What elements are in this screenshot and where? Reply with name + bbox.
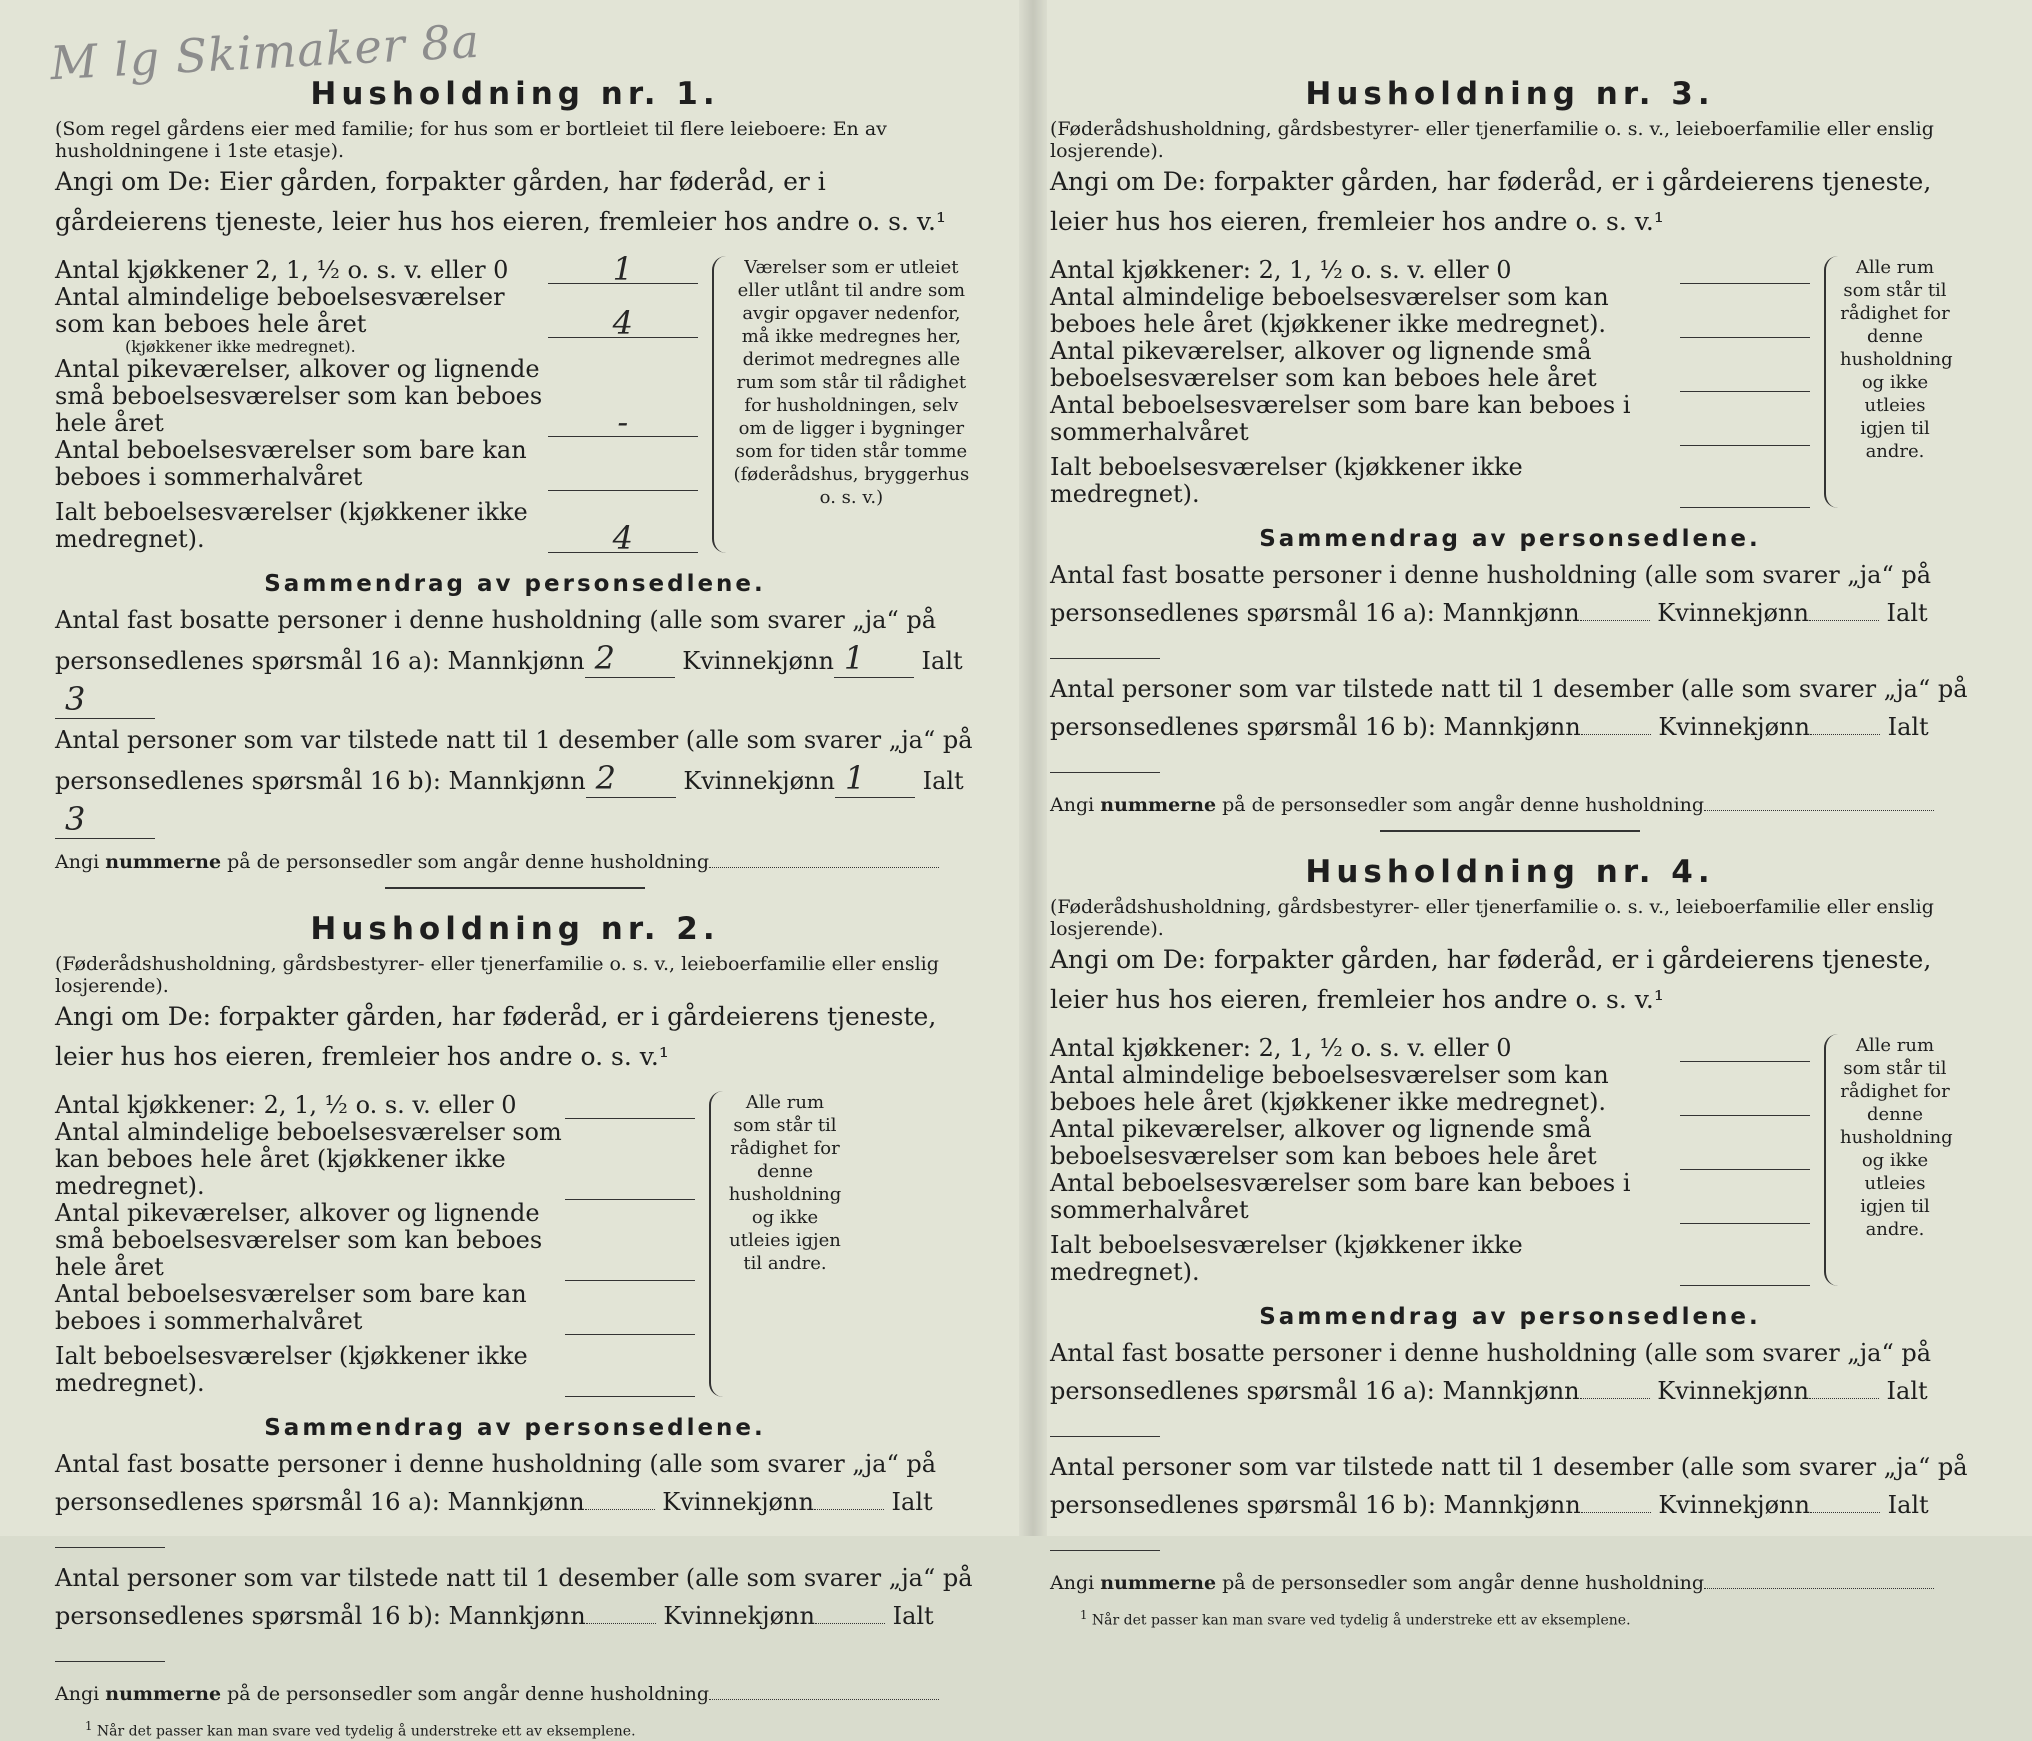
numbers-field[interactable] [709,1699,939,1700]
right-page [1050,0,2010,1629]
summary-16b: Antal personer som var tilstede natt til 1 desember (alle som svarer „ja“ på personsedlenes spørsmål 16 b): Mannkjønn Kvinnekjønn Ialt [55,1559,975,1673]
footnote: $^1$ Når det passer kan man svare ved tydelig å understreke ett av eksemplene. [85,1719,636,1740]
rooms-side-note: Alle rum som står til rådighet for denne husholdning og ikke utleies igjen til andre. [1824,1034,1950,1286]
household-4-angi: Angi om De: forpakter gården, har føderåd, er i gårdeierens tjeneste, leier hus hos eieren, fremleier hos andre o. s. v.¹ [1050,945,1932,1014]
total-rooms-answer[interactable] [565,1369,695,1397]
household-2-rooms: Antal kjøkkener: 2, 1, ½ o. s. v. eller 0 Antal almindelige beboelsesværelser som kan beboes hele året (kjøkkener ikke medregnet). Antal pikeværelser, alkover og lignende små beboelsesværelser som kan beboes hele året Antal beboelsesværelser som bare kan beboes i sommerhalvåret Ialt beboelsesværelser (kjøkkener ikke medregnet). Alle rum som står til rådighet for denne husholdning og ikke utleies igjen til andre. [55,1091,975,1397]
household-1-title: Husholdning nr. 1. [310,76,720,112]
female-16b[interactable] [1810,734,1880,735]
summary-16b: Antal personer som var tilstede natt til 1 desember (alle som svarer „ja“ på personsedlenes spørsmål 16 b): Mannkjønn Kvinnekjønn Ialt [1050,670,1970,784]
summary-title: Sammendrag av personsedlene. [264,571,766,597]
total-16b[interactable] [1050,772,1160,773]
summary-title: Sammendrag av personsedlene. [264,1415,766,1441]
small-rooms-answer[interactable] [1680,364,1810,392]
rooms-row: Antal almindelige beboelsesværelser som kan beboes hele året 4 [55,284,698,338]
female-16b[interactable]: 1 [835,759,915,798]
household-3-note: (Føderådshusholdning, gårdsbestyrer- eller tjenerfamilie o. s. v., leieboerfamilie eller enslig losjerende). [1050,118,1934,162]
kitchens-row: Antal kjøkkener 2, 1, ½ o. s. v. eller 0 1 [55,256,698,284]
summer-rooms-answer[interactable] [1680,418,1810,446]
page-fold [1019,0,1047,1536]
numbers-field[interactable] [1704,1588,1934,1589]
female-16a[interactable] [1809,620,1879,621]
household-1-rooms: Antal kjøkkener 2, 1, ½ o. s. v. eller 0 1 Antal almindelige beboelsesværelser som kan beboes hele året 4 (kjøkkener ikke medregnet). Antal pikeværelser, alkover og lignende små beboelsesværelser som kan beboes hele året - Antal beboelsesværelser som bare kan beboes i sommerhalvåret Ialt beboelsesværelser (kjøkkener ikke medregnet). 4 Værelser som er utleiet eller utlånt til andre som avgir opgaver nedenfor, må ikke medregnes her, derimot medregnes alle rum som står til rådighet for husholdningen, selv om de ligger i bygninger som for tiden står tomme (føderådshus, bryggerhus o. s. v.) [55,256,975,553]
household-3 [1050,74,1970,832]
female-16a[interactable]: 1 [834,639,914,678]
small-rooms-answer[interactable] [1680,1142,1810,1170]
rooms-answer[interactable] [1680,310,1810,338]
household-2-angi: Angi om De: forpakter gården, har føderåd, er i gårdeierens tjeneste, leier hus hos eieren, fremleier hos andre o. s. v.¹ [55,1002,937,1071]
kitchens-answer[interactable] [1680,1034,1810,1062]
summary-16a: Antal fast bosatte personer i denne husholdning (alle som svarer „ja“ på personsedlenes spørsmål 16 a): Mannkjønn 2 Kvinnekjønn 1 Ialt3 [55,606,963,718]
household-1-note: (Som regel gårdens eier med familie; for hus som er bortleiet til flere leieboere: En av husholdningene i 1ste etasje). [55,118,887,162]
household-1-angi: Angi om De: Eier gården, forpakter gården, har føderåd, er i gårdeierens tjeneste, leier hus hos eieren, fremleier hos andre o. s. v.¹ [55,167,947,236]
rooms-answer[interactable]: 4 [548,310,698,338]
divider [1380,830,1640,832]
female-16a[interactable] [1809,1398,1879,1399]
summer-rooms-row: Antal beboelsesværelser som bare kan beboes i sommerhalvåret [55,437,698,491]
summary-16a: Antal fast bosatte personer i denne husholdning (alle som svarer „ja“ på personsedlenes spørsmål 16 a): Mannkjønn Kvinnekjønn Ialt [1050,556,1970,670]
household-2 [55,909,975,1741]
rooms-side-note: Alle rum som står til rådighet for denne husholdning og ikke utleies igjen til andre. [709,1091,845,1397]
household-1 [55,74,975,889]
total-16b[interactable] [1050,1550,1160,1551]
summary-16b: Antal personer som var tilstede natt til 1 desember (alle som svarer „ja“ på personsedlenes spørsmål 16 b): Mannkjønn 2 Kvinnekjønn 1 Ialt3 [55,726,973,838]
numbers-line: Angi nummerne på de personsedler som angår denne husholdning [1050,1568,1970,1598]
rooms-side-note: Alle rum som står til rådighet for denne husholdning og ikke utleies igjen til andre. [1824,256,1950,508]
small-rooms-row: Antal pikeværelser, alkover og lignende små beboelsesværelser som kan beboes hele året - [55,356,698,437]
male-16b[interactable] [586,1623,656,1624]
male-16a[interactable]: 2 [585,639,675,678]
total-16a[interactable] [1050,658,1160,659]
household-4 [1050,852,1970,1630]
total-16b[interactable] [55,1661,165,1662]
male-16a[interactable] [1580,1398,1650,1399]
total-rooms-answer[interactable]: 4 [548,525,698,553]
numbers-line: Angi nummerne på de personsedler som angår denne husholdning [55,847,975,877]
numbers-line: Angi nummerne på de personsedler som angår denne husholdning [55,1679,975,1709]
male-16b[interactable] [1581,734,1651,735]
summary-16a: Antal fast bosatte personer i denne husholdning (alle som svarer „ja“ på personsedlenes spørsmål 16 a): Mannkjønn Kvinnekjønn Ialt [55,1445,975,1559]
summary-title: Sammendrag av personsedlene. [1259,526,1761,552]
male-16b[interactable] [1581,1512,1651,1513]
household-3-title: Husholdning nr. 3. [1305,76,1715,112]
household-3-rooms: Antal kjøkkener: 2, 1, ½ o. s. v. eller 0 Antal almindelige beboelsesværelser som kan beboes hele året (kjøkkener ikke medregnet). Antal pikeværelser, alkover og lignende små beboelsesværelser som kan beboes hele året Antal beboelsesværelser som bare kan beboes i sommerhalvåret Ialt beboelsesværelser (kjøkkener ikke medregnet). Alle rum som står til rådighet for denne husholdning og ikke utleies igjen til andre. [1050,256,1953,508]
female-16b[interactable] [815,1623,885,1624]
household-4-title: Husholdning nr. 4. [1305,854,1715,890]
kitchens-answer[interactable] [565,1091,695,1119]
rooms-answer[interactable] [1680,1088,1810,1116]
numbers-line: Angi nummerne på de personsedler som angår denne husholdning [1050,790,1970,820]
total-rooms-answer[interactable] [1680,1258,1810,1286]
total-16a[interactable]: 3 [55,680,155,719]
summer-rooms-answer[interactable] [1680,1196,1810,1224]
household-4-rooms: Antal kjøkkener: 2, 1, ½ o. s. v. eller 0 Antal almindelige beboelsesværelser som kan beboes hele året (kjøkkener ikke medregnet). Antal pikeværelser, alkover og lignende små beboelsesværelser som kan beboes hele året Antal beboelsesværelser som bare kan beboes i sommerhalvåret Ialt beboelsesværelser (kjøkkener ikke medregnet). Alle rum som står til rådighet for denne husholdning og ikke utleies igjen til andre. [1050,1034,1953,1286]
handwritten-heading: M lg Skimaker 8a [48,13,482,91]
female-16b[interactable] [1810,1512,1880,1513]
small-rooms-answer[interactable]: - [548,409,698,437]
kitchens-answer[interactable]: 1 [548,256,698,284]
household-4-note: (Føderådshusholdning, gårdsbestyrer- eller tjenerfamilie o. s. v., leieboerfamilie eller enslig losjerende). [1050,896,1934,940]
female-16a[interactable] [814,1509,884,1510]
household-2-title: Husholdning nr. 2. [310,911,720,947]
left-page [55,0,1015,1740]
male-16a[interactable] [585,1509,655,1510]
summary-16a: Antal fast bosatte personer i denne husholdning (alle som svarer „ja“ på personsedlenes spørsmål 16 a): Mannkjønn Kvinnekjønn Ialt [1050,1334,1970,1448]
divider [385,887,645,889]
small-rooms-answer[interactable] [565,1253,695,1281]
footnote: $^1$ Når det passer kan man svare ved tydelig å understreke ett av eksemplene. [1080,1608,1631,1629]
total-16a[interactable] [1050,1436,1160,1437]
summer-rooms-answer[interactable] [565,1307,695,1335]
male-16a[interactable] [1580,620,1650,621]
total-16a[interactable] [55,1547,165,1548]
kitchens-answer[interactable] [1680,256,1810,284]
total-rooms-row: Ialt beboelsesværelser (kjøkkener ikke medregnet). 4 [55,499,698,553]
summary-title: Sammendrag av personsedlene. [1259,1304,1761,1330]
male-16b[interactable]: 2 [586,759,676,798]
total-rooms-answer[interactable] [1680,480,1810,508]
household-3-angi: Angi om De: forpakter gården, har føderåd, er i gårdeierens tjeneste, leier hus hos eieren, fremleier hos andre o. s. v.¹ [1050,167,1932,236]
summer-rooms-answer[interactable] [548,463,698,491]
total-16b[interactable]: 3 [55,800,155,839]
rooms-side-note: Værelser som er utleiet eller utlånt til andre som avgir opgaver nedenfor, må ikke medregnes her, derimot medregnes alle rum som står til rådighet for husholdningen, selv om de ligger i bygninger som for tiden står tomme (føderådshus, bryggerhus o. s. v.) [712,256,975,553]
numbers-field[interactable] [709,867,939,868]
household-2-note: (Føderådshusholdning, gårdsbestyrer- eller tjenerfamilie o. s. v., leieboerfamilie eller enslig losjerende). [55,953,939,997]
rooms-answer[interactable] [565,1172,695,1200]
numbers-field[interactable] [1704,810,1934,811]
summary-16b: Antal personer som var tilstede natt til 1 desember (alle som svarer „ja“ på personsedlenes spørsmål 16 b): Mannkjønn Kvinnekjønn Ialt [1050,1448,1970,1562]
